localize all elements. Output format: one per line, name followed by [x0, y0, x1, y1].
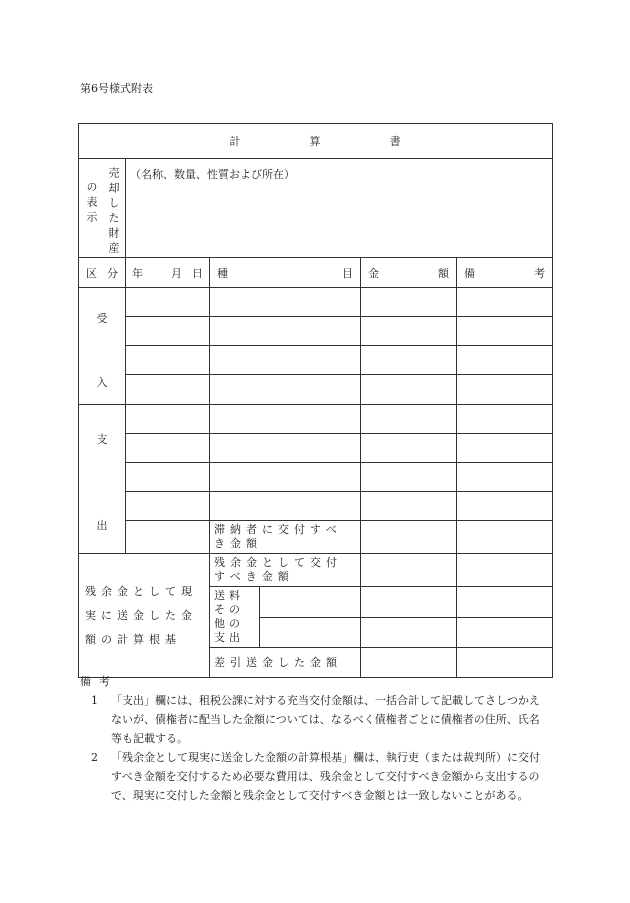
payment-date-cell[interactable] [126, 492, 210, 521]
note-number: 1 [91, 694, 98, 707]
payment-amount-cell[interactable] [361, 463, 457, 492]
notes-heading: 備考 [80, 675, 118, 688]
payment-label [79, 405, 126, 554]
shipping-item-cell[interactable] [260, 617, 361, 648]
note-number: 2 [91, 751, 98, 764]
header-item [210, 258, 361, 288]
receipt-date-cell[interactable] [126, 346, 210, 375]
surplus-due-remarks-cell[interactable] [457, 554, 553, 587]
header-char: 目 [342, 266, 353, 280]
receipt-label [79, 288, 126, 405]
payment-date-cell[interactable] [126, 405, 210, 434]
net-sent-label: 差引送金した金額 [210, 648, 361, 678]
payment-amount-cell[interactable] [361, 405, 457, 434]
receipt-item-cell[interactable] [210, 288, 361, 317]
payment-amount-cell[interactable] [361, 434, 457, 463]
delinquent-amount-cell[interactable] [361, 521, 457, 554]
note-text: 「支出」欄には、租税公課に対する充当交付金額は、一括合計して記載してさしつかえないが、債権者に配当した金額については、なるべく債権者ごとに債権者の住所、氏名等も記載する。 [111, 694, 540, 745]
header-char: 分 [107, 266, 118, 280]
shipping-remarks-cell[interactable] [457, 587, 553, 618]
header-char: 月 [171, 266, 182, 280]
receipt-date-cell[interactable] [126, 288, 210, 317]
header-char: 種 [217, 266, 228, 280]
payment-item-cell[interactable] [210, 492, 361, 521]
payment-date-cell[interactable] [126, 521, 210, 554]
note-text: 「残余金として現実に送金した金額の計算根基」欄は、執行吏（または裁判所）に交付すべき金額を交付するため必要な費用は、残余金として交付すべき金額から支出するので、現実に交付した金額と残余金として交付すべき金額とは一致しないことがある。 [111, 751, 540, 802]
property-label-line: 売却した財産 [107, 167, 120, 257]
receipt-amount-cell[interactable] [361, 317, 457, 346]
receipt-item-cell[interactable] [210, 346, 361, 375]
receipt-remarks-cell[interactable] [457, 346, 553, 375]
header-char: 金 [368, 266, 379, 280]
payment-item-cell[interactable] [210, 434, 361, 463]
title-char: 書 [389, 135, 402, 148]
payment-amount-cell[interactable] [361, 492, 457, 521]
surplus-due-label: 残余金として交付すべき金額 [210, 554, 361, 587]
header-char: 区 [86, 266, 97, 280]
receipt-amount-cell[interactable] [361, 375, 457, 405]
payment-item-cell[interactable] [210, 405, 361, 434]
delinquent-remarks-cell[interactable] [457, 521, 553, 554]
receipt-amount-cell[interactable] [361, 346, 457, 375]
header-kubun [79, 258, 126, 288]
payment-remarks-cell[interactable] [457, 434, 553, 463]
property-description[interactable] [126, 159, 553, 258]
shipping-item-cell[interactable] [260, 587, 361, 618]
calculation-table [78, 123, 552, 669]
property-label-line: の表示 [85, 181, 98, 226]
note-item [91, 691, 550, 748]
property-label [79, 159, 126, 258]
shipping-remarks-cell[interactable] [457, 617, 553, 648]
payment-item-cell[interactable] [210, 463, 361, 492]
receipt-remarks-cell[interactable] [457, 375, 553, 405]
title-char: 算 [309, 135, 322, 148]
header-char: 考 [534, 266, 546, 280]
note-item [91, 748, 550, 805]
payment-char: 出 [96, 519, 108, 532]
receipt-item-cell[interactable] [210, 375, 361, 405]
shipping-label: 送料その他の支出 [210, 587, 260, 648]
receipt-char: 受 [96, 312, 108, 325]
receipt-char: 入 [96, 376, 108, 389]
header-char: 日 [192, 266, 203, 280]
payment-remarks-cell[interactable] [457, 405, 553, 434]
receipt-date-cell[interactable] [126, 317, 210, 346]
payment-char: 支 [96, 433, 108, 446]
property-hint: （名称、数量、性質および所在） [130, 168, 295, 181]
form-title [79, 124, 553, 159]
payment-date-cell[interactable] [126, 434, 210, 463]
title-char: 計 [229, 135, 242, 148]
header-char: 年 [132, 266, 143, 280]
payment-remarks-cell[interactable] [457, 492, 553, 521]
shipping-amount-cell[interactable] [361, 587, 457, 618]
delinquent-label: 滞納者に交付すべき金額 [210, 521, 361, 554]
receipt-remarks-cell[interactable] [457, 317, 553, 346]
header-date [126, 258, 210, 288]
remittance-basis-label: 残余金として現実に送金した金額の計算根基 [79, 554, 210, 678]
notes-section [80, 672, 550, 805]
surplus-due-amount-cell[interactable] [361, 554, 457, 587]
form-number: 第6号様式附表 [80, 82, 153, 95]
header-char: 額 [438, 266, 449, 280]
header-amount [361, 258, 457, 288]
receipt-item-cell[interactable] [210, 317, 361, 346]
receipt-date-cell[interactable] [126, 375, 210, 405]
header-char: 備 [464, 266, 475, 280]
receipt-remarks-cell[interactable] [457, 288, 553, 317]
shipping-amount-cell[interactable] [361, 617, 457, 648]
payment-remarks-cell[interactable] [457, 463, 553, 492]
payment-date-cell[interactable] [126, 463, 210, 492]
receipt-amount-cell[interactable] [361, 288, 457, 317]
header-remarks [457, 258, 553, 288]
